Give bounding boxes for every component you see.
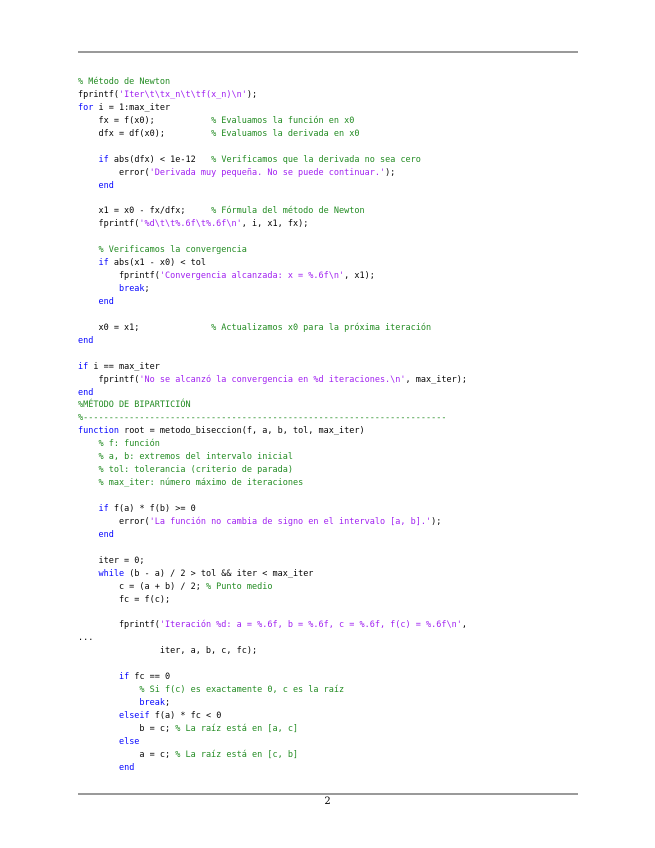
code-line (78, 102, 578, 115)
keyword: end (98, 529, 114, 540)
code-line (78, 296, 578, 309)
code-line (78, 180, 578, 193)
code-line (78, 606, 578, 619)
code-line (78, 283, 578, 296)
code-line (78, 361, 578, 374)
code-line (78, 503, 578, 516)
code-text: ... (78, 633, 94, 644)
code-line (78, 425, 578, 438)
keyword: if (98, 258, 109, 269)
code-text: fprintf( (78, 620, 160, 631)
keyword: break (139, 698, 166, 708)
keyword: end (78, 387, 94, 398)
code-text: i = 1:max_iter (93, 102, 171, 113)
code-text: x0 = x1; (78, 322, 212, 333)
comment: % f: función (98, 439, 160, 450)
code-text: ; (144, 284, 150, 294)
code-text: iter, a, b, c, fc); (78, 646, 258, 657)
code-line (78, 658, 578, 671)
code-text: a = c; (78, 749, 176, 760)
code-line (78, 568, 578, 581)
code-text (78, 258, 98, 268)
comment: %----------------------------------------------------------------------- (78, 413, 447, 424)
code-line (78, 529, 578, 542)
code-line (78, 697, 578, 710)
comment: % Método de Newton (78, 77, 171, 87)
code-text (78, 155, 98, 165)
code-line (78, 645, 578, 658)
comment: % Si f(c) es exactamente 0, c es la raíz (139, 685, 345, 696)
code-line (78, 205, 578, 218)
code-text: , (461, 620, 467, 631)
code-line (78, 322, 578, 335)
code-text (78, 737, 119, 747)
string-literal: 'Iteración %d: a = %.6f, b = %.6f, c = %.6f, f(c) = %.6f\n' (159, 620, 462, 631)
code-text: abs(x1 - x0) < tol (108, 258, 206, 269)
code-line (78, 154, 578, 167)
string-literal: 'Convergencia alcanzada: x = %.6f\n' (159, 271, 345, 282)
code-text: f(a) * fc < 0 (149, 710, 222, 721)
code-line (78, 412, 578, 425)
code-text (78, 478, 98, 488)
code-line (78, 387, 578, 400)
comment: % Evaluamos la derivada en x0 (211, 128, 360, 139)
string-literal: '%d\t\t%.6f\t%.6f\n' (139, 219, 242, 230)
header-rule (78, 51, 578, 53)
code-text: f(a) * f(b) >= 0 (108, 503, 196, 514)
comment: % La raíz está en [a, c] (175, 723, 299, 734)
code-line (78, 762, 578, 775)
code-line (78, 632, 578, 645)
code-text: dfx = df(x0); (78, 128, 212, 139)
footer-rule (78, 793, 578, 795)
code-text: fprintf( (78, 374, 140, 385)
code-line (78, 270, 578, 283)
keyword: end (98, 296, 114, 307)
code-text: fprintf( (78, 271, 160, 282)
code-line (78, 438, 578, 451)
comment: % Evaluamos la función en x0 (211, 115, 355, 126)
code-text (78, 685, 139, 695)
code-text: abs(dfx) < 1e-12 (108, 154, 212, 165)
keyword: else (118, 736, 140, 747)
comment: % Punto medio (205, 581, 273, 592)
code-text (78, 181, 98, 191)
code-text: fprintf( (78, 89, 119, 100)
code-text: , max_iter); (405, 374, 467, 385)
code-text: x1 = x0 - fx/dfx; (78, 206, 212, 217)
code-line (78, 710, 578, 723)
code-line (78, 594, 578, 607)
code-line (78, 218, 578, 231)
code-line (78, 231, 578, 244)
comment: %MÉTODO DE BIPARTICIÓN (78, 400, 191, 411)
code-line (78, 542, 578, 555)
keyword: if (78, 361, 89, 372)
code-text (78, 530, 98, 540)
code-line (78, 348, 578, 361)
code-text: ); (431, 516, 442, 527)
code-line (78, 490, 578, 503)
code-line (78, 128, 578, 141)
code-line (78, 684, 578, 697)
keyword: if (98, 154, 109, 165)
string-literal: 'Derivada muy pequeña. No se puede continuar.' (149, 167, 386, 178)
keyword: end (118, 762, 135, 773)
code-text (78, 297, 98, 307)
code-text (78, 465, 98, 475)
string-literal: 'La función no cambia de signo en el intervalo [a, b].' (149, 516, 432, 527)
code-text: , x1); (344, 271, 375, 282)
comment: % Verificamos que la derivada no sea cero (211, 154, 421, 165)
code-text (78, 698, 139, 708)
code-line (78, 257, 578, 270)
code-line (78, 671, 578, 684)
code-text: error( (78, 167, 150, 178)
code-text: ; (165, 698, 171, 708)
code-text (78, 245, 98, 255)
code-text (78, 504, 98, 514)
code-text: fprintf( (78, 219, 140, 230)
code-line (78, 399, 578, 412)
code-text (78, 452, 98, 462)
keyword: if (118, 672, 130, 683)
string-literal: 'Iter\t\tx_n\t\tf(x_n)\n' (118, 89, 247, 100)
comment: % Fórmula del método de Newton (211, 206, 365, 217)
comment: % Actualizamos x0 para la próxima iteración (211, 322, 432, 333)
code-line (78, 477, 578, 490)
code-text: , i, x1, fx); (241, 219, 309, 230)
code-line (78, 167, 578, 180)
code-text (78, 284, 119, 294)
comment: % a, b: extremos del intervalo inicial (98, 452, 293, 463)
code-line (78, 555, 578, 568)
code-line (78, 76, 578, 89)
comment: % La raíz está en [c, b] (175, 749, 299, 760)
keyword: end (98, 180, 114, 191)
code-text: fx = f(x0); (78, 115, 212, 126)
keyword: break (118, 284, 145, 294)
code-text: c = (a + b) / 2; (78, 581, 206, 592)
code-line (78, 619, 578, 632)
comment: % tol: tolerancia (criterio de parada) (98, 465, 293, 476)
code-line (78, 723, 578, 736)
code-text: iter = 0; (78, 555, 145, 566)
code-text: b = c; (78, 723, 176, 734)
code-line (78, 309, 578, 322)
keyword: elseif (118, 710, 150, 721)
code-line (78, 749, 578, 762)
code-text (78, 763, 119, 773)
code-line (78, 192, 578, 205)
keyword: end (78, 335, 94, 346)
keyword: function (78, 426, 119, 437)
code-text: fc = f(c); (78, 594, 171, 605)
code-text (78, 439, 98, 449)
code-text (78, 672, 119, 682)
code-text (78, 569, 98, 579)
code-line (78, 736, 578, 749)
code-line (78, 516, 578, 529)
code-text: error( (78, 516, 150, 527)
code-line (78, 451, 578, 464)
string-literal: 'No se alcanzó la convergencia en %d iteraciones.\n' (139, 374, 406, 385)
code-line (78, 115, 578, 128)
code-text: ); (246, 89, 258, 100)
code-text: fc == 0 (129, 672, 171, 683)
code-line (78, 244, 578, 257)
comment: % max_iter: número máximo de iteraciones (98, 478, 304, 489)
matlab-code-listing (78, 76, 578, 775)
code-line (78, 374, 578, 387)
keyword: for (78, 102, 94, 113)
keyword: if (98, 503, 109, 514)
code-text (78, 711, 119, 721)
code-line (78, 89, 578, 102)
code-text: root = metodo_biseccion(f, a, b, tol, max_iter) (118, 426, 365, 437)
code-line (78, 141, 578, 154)
code-line (78, 335, 578, 348)
page-number: 2 (324, 796, 331, 807)
code-line (78, 581, 578, 594)
code-text: (b - a) / 2 > tol && iter < max_iter (124, 568, 314, 579)
comment: % Verificamos la convergencia (98, 245, 247, 256)
keyword: while (98, 568, 125, 579)
code-line (78, 464, 578, 477)
code-text: i == max_iter (88, 361, 160, 372)
code-text: ); (385, 167, 396, 178)
